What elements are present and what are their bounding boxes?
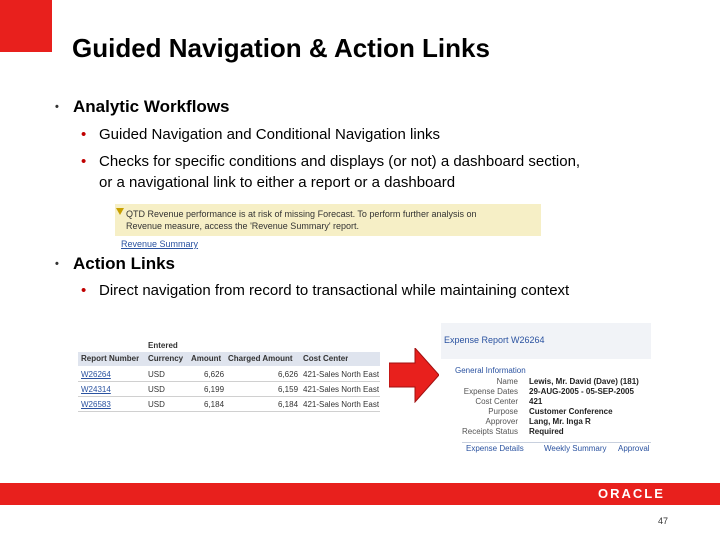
table-cell: USD — [148, 400, 165, 409]
group-header: Entered — [148, 341, 178, 350]
bullet-dot: • — [55, 101, 59, 113]
tab-expense-details[interactable]: Expense Details — [466, 444, 524, 453]
expense-report-tabs — [462, 442, 651, 454]
bullet-dot: • — [81, 153, 87, 170]
field-value: 421 — [529, 397, 543, 406]
table-cell: 421-Sales North East — [303, 400, 379, 409]
column-header: Charged Amount — [228, 354, 293, 363]
field-value: Customer Conference — [529, 407, 613, 416]
field-value: 29-AUG-2005 - 05-SEP-2005 — [529, 387, 634, 396]
field-label: Cost Center — [475, 397, 518, 406]
brand-square — [0, 0, 52, 52]
table-cell: 421-Sales North East — [303, 370, 379, 379]
bullet-text: or a navigational link to either a report or a dashboard — [99, 174, 456, 191]
guided-navigation-alert — [115, 204, 541, 236]
tab-weekly-summary[interactable]: Weekly Summary — [544, 444, 607, 453]
field-label: Expense Dates — [463, 387, 518, 396]
slide-title: Guided Navigation & Action Links — [72, 33, 490, 63]
expense-report-title: Expense Report W26264 — [444, 335, 545, 345]
bullet-text: Checks for specific conditions and displays (or not) a dashboard section, — [99, 153, 581, 170]
section-heading: Analytic Workflows — [73, 97, 230, 116]
table-cell: USD — [148, 370, 165, 379]
column-header: Cost Center — [303, 354, 349, 363]
alert-text-line2: Revenue measure, access the 'Revenue Summary' report. — [126, 221, 360, 231]
bullet-dot: • — [55, 258, 59, 270]
table-cell: 6,184 — [204, 400, 225, 409]
report-number-link[interactable]: W24314 — [81, 385, 111, 394]
column-header: Amount — [191, 354, 222, 363]
table-cell: 6,626 — [204, 370, 225, 379]
warning-icon — [116, 208, 124, 215]
expense-report-header — [441, 323, 651, 359]
bullet-dot: • — [81, 282, 87, 299]
table-cell: 421-Sales North East — [303, 385, 379, 394]
bullet-text: Guided Navigation and Conditional Navigation links — [99, 126, 441, 143]
column-header: Report Number — [81, 354, 140, 363]
field-label: Name — [496, 377, 518, 386]
field-value: Required — [529, 427, 564, 436]
field-label: Receipts Status — [461, 427, 518, 436]
field-value: Lang, Mr. Inga R — [529, 417, 591, 426]
table-row — [78, 368, 380, 382]
expense-report-panel — [441, 323, 651, 453]
bullet-dot: • — [81, 126, 87, 143]
page-number: 47 — [658, 516, 669, 526]
table-row — [78, 383, 380, 397]
tab-approval[interactable]: Approval — [618, 444, 650, 453]
revenue-summary-link[interactable]: Revenue Summary — [121, 239, 199, 249]
field-label: Purpose — [488, 407, 518, 416]
table-cell: 6,159 — [278, 385, 299, 394]
table-cell: 6,199 — [204, 385, 225, 394]
column-header: Currency — [148, 354, 184, 363]
table-cell: 6,626 — [278, 370, 299, 379]
right-arrow-icon — [389, 348, 439, 403]
section-heading: Action Links — [73, 254, 176, 273]
oracle-logo: ORACLE — [598, 486, 665, 501]
table-row — [78, 398, 380, 412]
section-title: General Information — [455, 366, 526, 375]
report-number-link[interactable]: W26264 — [81, 370, 111, 379]
report-number-link[interactable]: W26583 — [81, 400, 111, 409]
bullet-text: Direct navigation from record to transactional while maintaining context — [99, 282, 570, 299]
field-label: Approver — [485, 417, 518, 426]
table-cell: USD — [148, 385, 165, 394]
table-header — [78, 352, 380, 366]
alert-text-line1: QTD Revenue performance is at risk of missing Forecast. To perform further analysis on — [126, 209, 477, 219]
table-cell: 6,184 — [278, 400, 299, 409]
field-value: Lewis, Mr. David (Dave) (181) — [529, 377, 639, 386]
